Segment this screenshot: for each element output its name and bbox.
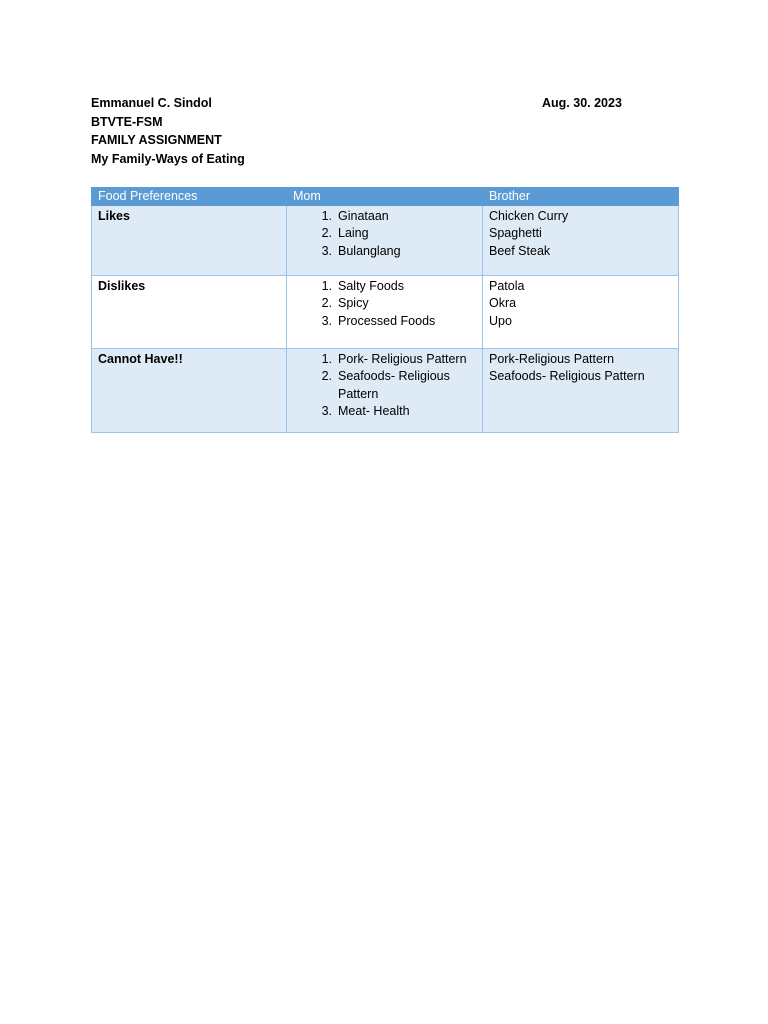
- brother-item: Pork-Religious Pattern: [489, 352, 615, 366]
- list-number: 1.: [321, 209, 332, 223]
- list-text: Ginataan: [338, 209, 389, 223]
- brother-item: Patola: [489, 279, 525, 293]
- list-item: [293, 243, 476, 260]
- list-item: [293, 351, 476, 368]
- list-number: 2.: [321, 369, 332, 384]
- brother-item: Spaghetti: [489, 226, 542, 241]
- table-row-dislikes: [92, 276, 679, 349]
- assignment-topic: My Family-Ways of Eating: [91, 152, 245, 167]
- brother-item: Upo: [489, 313, 512, 328]
- list-number: 1.: [321, 279, 332, 293]
- mom-list: [293, 351, 476, 420]
- brother-item: Chicken Curry: [489, 209, 569, 223]
- list-item: [293, 278, 476, 295]
- assignment-title: FAMILY ASSIGNMENT: [91, 133, 222, 148]
- mom-cell: [287, 349, 483, 433]
- list-item: [293, 208, 476, 225]
- mom-list: [293, 208, 476, 260]
- list-item: [293, 225, 476, 242]
- list-number: 2.: [321, 296, 332, 311]
- list-number: 3.: [321, 313, 332, 328]
- list-text: Spicy: [338, 296, 369, 311]
- row-label: Dislikes: [98, 279, 146, 293]
- list-item: [293, 368, 476, 403]
- list-text: Pork- Religious Pattern: [338, 352, 467, 366]
- list-item: [293, 313, 476, 330]
- list-item: [293, 295, 476, 312]
- list-number: 1.: [321, 352, 332, 366]
- row-label-cell: [92, 349, 287, 433]
- row-label: Likes: [98, 209, 130, 223]
- mom-list: [293, 278, 476, 330]
- table-row-likes: [92, 206, 679, 276]
- brother-cell: [483, 206, 679, 276]
- list-number: 3.: [321, 403, 332, 418]
- list-item: [293, 403, 476, 420]
- list-text: Bulanglang: [338, 243, 401, 258]
- food-preferences-table: [91, 187, 679, 433]
- table-header-row: [92, 188, 679, 206]
- brother-item: Okra: [489, 296, 517, 311]
- author-name: Emmanuel C. Sindol: [91, 96, 212, 110]
- brother-item: Beef Steak: [489, 243, 551, 258]
- table-row-cannot-have: [92, 349, 679, 433]
- brother-cell: [483, 276, 679, 349]
- list-number: 2.: [321, 226, 332, 241]
- row-label-cell: [92, 276, 287, 349]
- row-label-cell: [92, 206, 287, 276]
- mom-cell: [287, 206, 483, 276]
- mom-cell: [287, 276, 483, 349]
- list-number: 3.: [321, 243, 332, 258]
- list-text: Processed Foods: [338, 313, 436, 328]
- course-code: BTVTE-FSM: [91, 114, 163, 129]
- document-date: Aug. 30. 2023: [542, 96, 622, 110]
- column-header-food-preferences: Food Preferences: [92, 188, 287, 206]
- list-text: Meat- Health: [338, 403, 410, 418]
- column-header-mom: Mom: [287, 188, 483, 206]
- list-text: Seafoods- Religious Pattern: [338, 369, 450, 401]
- list-text: Salty Foods: [338, 279, 405, 293]
- list-text: Laing: [338, 226, 369, 241]
- brother-item: Seafoods- Religious Pattern: [489, 369, 645, 384]
- row-label: Cannot Have!!: [98, 352, 183, 366]
- column-header-brother: Brother: [483, 188, 679, 206]
- brother-cell: [483, 349, 679, 433]
